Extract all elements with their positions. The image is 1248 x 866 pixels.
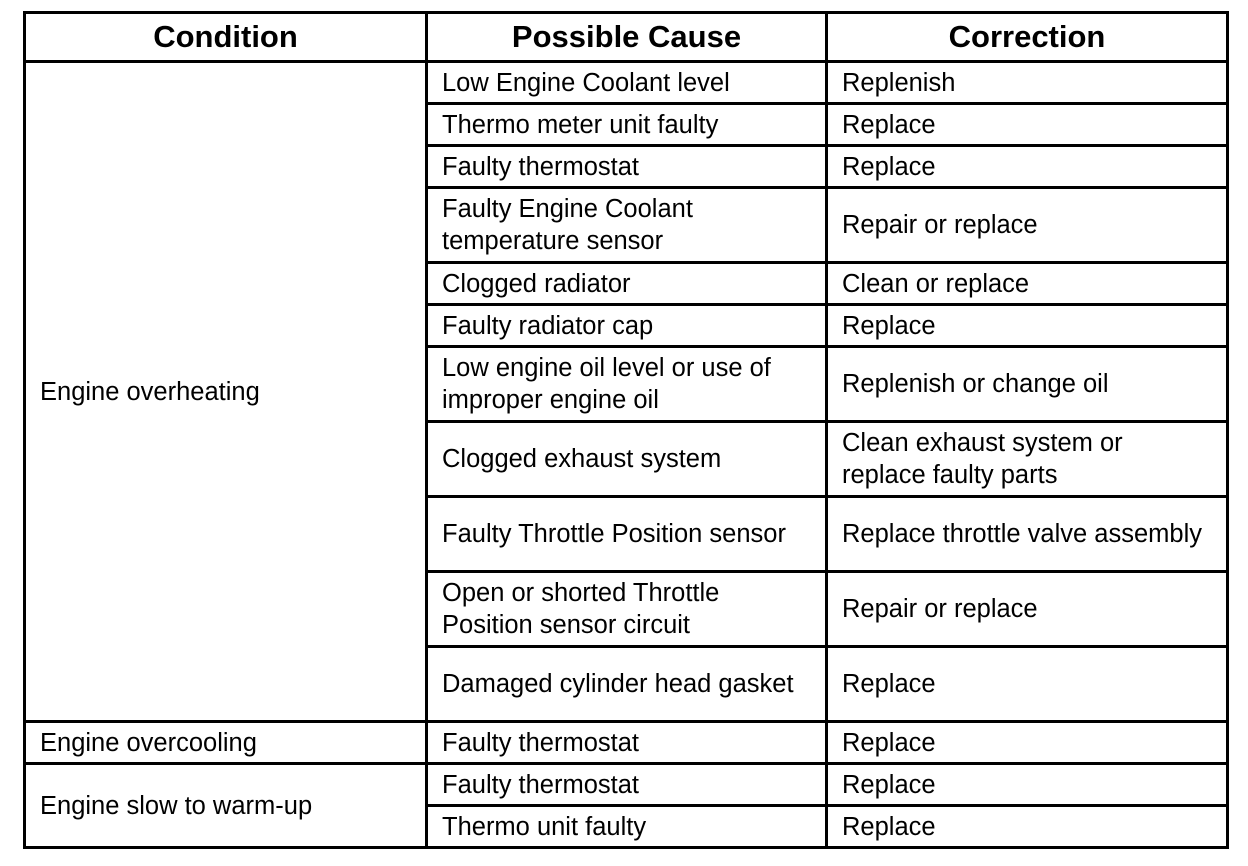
cause-cell: Clogged exhaust system <box>427 422 827 497</box>
troubleshooting-table <box>23 11 1229 849</box>
cause-cell: Low engine oil level or use of improper engine oil <box>427 347 827 422</box>
correction-cell: Repair or replace <box>827 572 1228 647</box>
header-row <box>25 13 1228 62</box>
cause-cell: Low Engine Coolant level <box>427 62 827 104</box>
header-condition: Condition <box>25 13 427 62</box>
cause-cell: Thermo unit faulty <box>427 806 827 848</box>
cause-cell: Faulty thermostat <box>427 722 827 764</box>
table-row <box>25 722 1228 764</box>
correction-cell: Replace <box>827 104 1228 146</box>
correction-cell: Replace <box>827 764 1228 806</box>
table-row <box>25 764 1228 806</box>
cause-cell: Faulty Throttle Position sensor <box>427 497 827 572</box>
correction-cell: Replenish <box>827 62 1228 104</box>
correction-cell: Replenish or change oil <box>827 347 1228 422</box>
correction-cell: Clean or replace <box>827 263 1228 305</box>
header-correction: Correction <box>827 13 1228 62</box>
condition-cell: Engine overcooling <box>25 722 427 764</box>
cause-cell: Faulty Engine Coolant temperature sensor <box>427 188 827 263</box>
header-possible-cause: Possible Cause <box>427 13 827 62</box>
condition-cell: Engine slow to warm-up <box>25 764 427 848</box>
correction-cell: Replace throttle valve assembly <box>827 497 1228 572</box>
correction-cell: Repair or replace <box>827 188 1228 263</box>
correction-cell: Replace <box>827 722 1228 764</box>
cause-cell: Faulty radiator cap <box>427 305 827 347</box>
cause-cell: Clogged radiator <box>427 263 827 305</box>
cause-cell: Open or shorted Throttle Position sensor circuit <box>427 572 827 647</box>
correction-cell: Replace <box>827 647 1228 722</box>
cause-cell: Thermo meter unit faulty <box>427 104 827 146</box>
correction-cell: Clean exhaust system or replace faulty parts <box>827 422 1228 497</box>
correction-cell: Replace <box>827 146 1228 188</box>
cause-cell: Faulty thermostat <box>427 146 827 188</box>
correction-cell: Replace <box>827 806 1228 848</box>
cause-cell: Faulty thermostat <box>427 764 827 806</box>
cause-cell: Damaged cylinder head gasket <box>427 647 827 722</box>
condition-cell: Engine overheating <box>25 62 427 722</box>
table-row <box>25 62 1228 104</box>
correction-cell: Replace <box>827 305 1228 347</box>
